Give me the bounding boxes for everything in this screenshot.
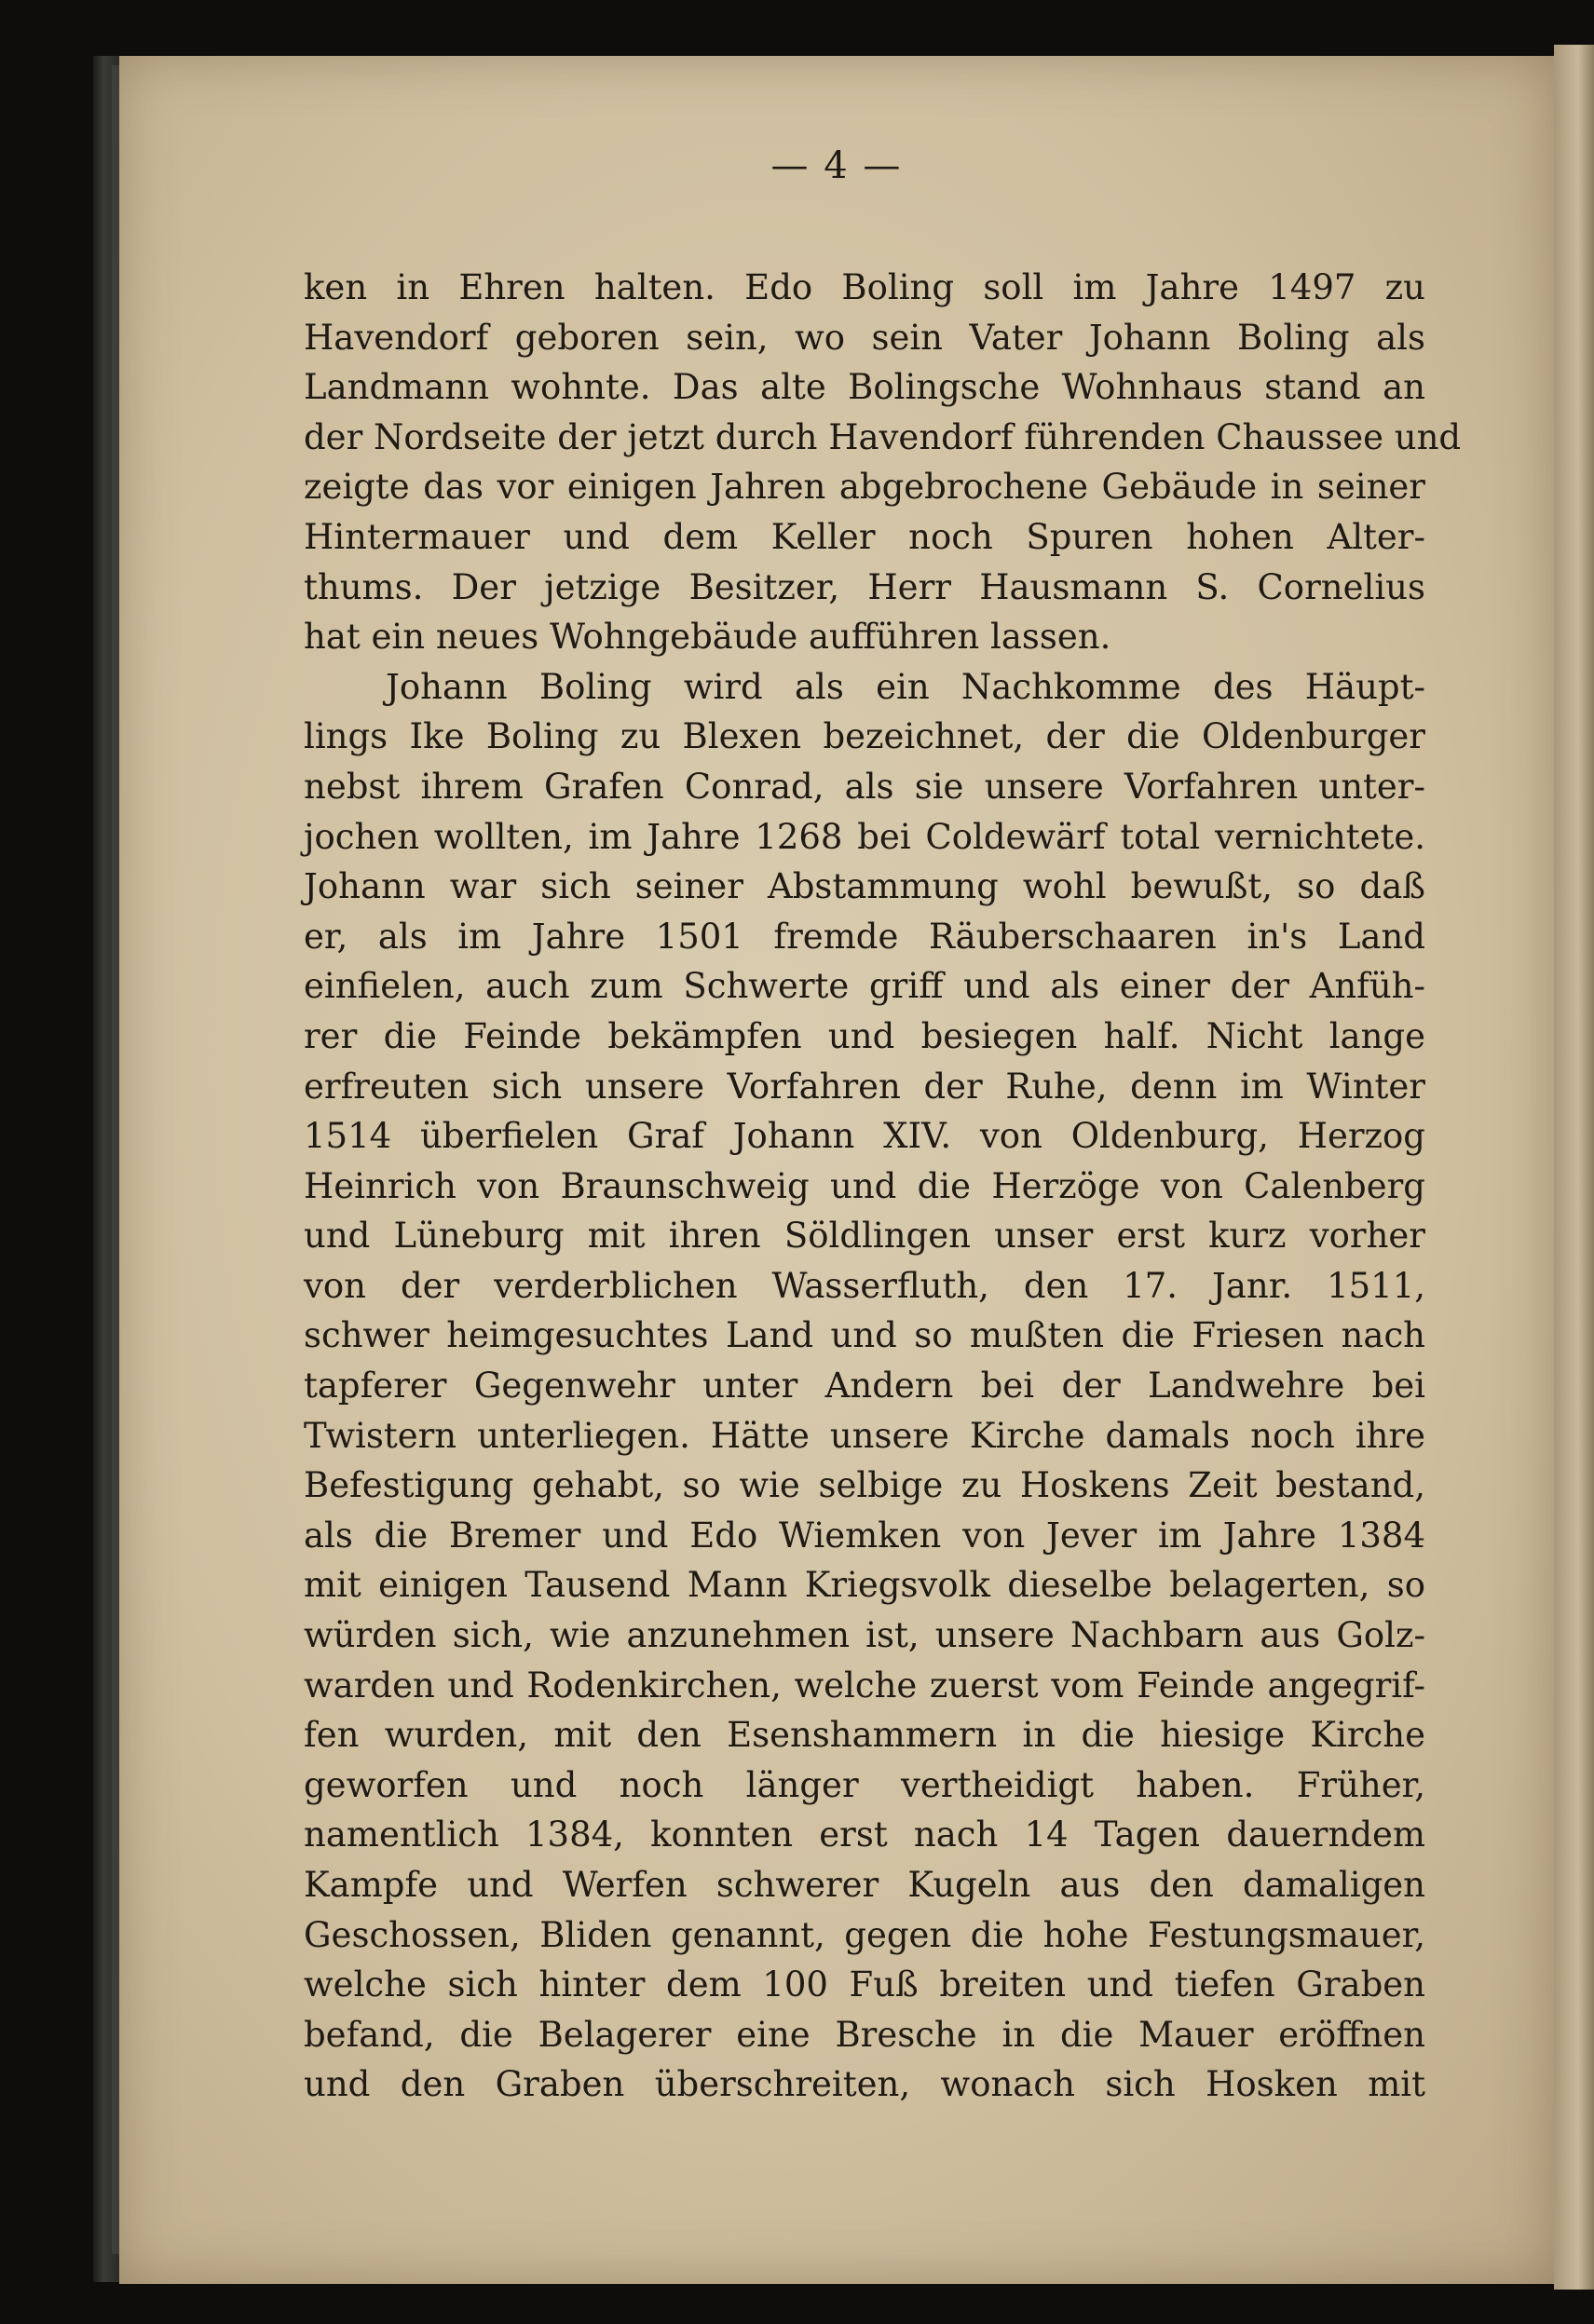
facing-page-edge xyxy=(1554,45,1594,2290)
text-line: Johann Boling wird als ein Nachkomme des Häupt- xyxy=(386,666,1425,707)
text-line: warden und Rodenkirchen, welche zuerst vom Feinde angegrif- xyxy=(304,1665,1425,1706)
text-line: thums. Der jetzige Besitzer, Herr Hausmann S. Cornelius xyxy=(304,566,1425,607)
text-line: Geschossen, Bliden genannt, gegen die hohe Festungsmauer, xyxy=(304,1914,1425,1955)
text-line: Kampfe und Werfen schwerer Kugeln aus den damaligen xyxy=(304,1865,1425,1905)
text-line: der Nordseite der jetzt durch Havendorf führenden Chaussee und xyxy=(304,416,1462,457)
text-line: Havendorf geboren sein, wo sein Vater Johann Boling als xyxy=(304,317,1425,358)
text-line: namentlich 1384, konnten erst nach 14 Tagen dauerndem xyxy=(304,1814,1425,1855)
text-line: lings Ike Boling zu Blexen bezeichnet, der die Oldenburger xyxy=(304,716,1425,757)
text-line: tapferer Gegenwehr unter Andern bei der Landwehre bei xyxy=(304,1366,1425,1407)
body-text xyxy=(304,263,1462,2110)
text-line: fen wurden, mit den Esenshammern in die hiesige Kirche xyxy=(304,1715,1425,1756)
text-line: welche sich hinter dem 100 Fuß breiten und tiefen Graben xyxy=(304,1964,1425,2005)
text-line: zeigte das vor einigen Jahren abgebrochene Gebäude in seiner xyxy=(304,467,1425,508)
text-line: geworfen und noch länger vertheidigt haben. Früher, xyxy=(304,1764,1425,1805)
text-line: Landmann wohnte. Das alte Bolingsche Wohnhaus stand an xyxy=(304,367,1425,408)
text-line: und den Graben überschreiten, wonach sich Hosken mit xyxy=(304,2064,1425,2105)
text-line: Hintermauer und dem Keller noch Spuren hohen Alter- xyxy=(304,516,1425,557)
text-line: Twistern unterliegen. Hätte unsere Kirche damals noch ihre xyxy=(304,1415,1425,1456)
text-line: von der verderblichen Wasserfluth, den 17. Janr. 1511, xyxy=(304,1265,1425,1306)
book-page xyxy=(119,56,1554,2284)
page-number: — 4 — xyxy=(770,144,903,187)
text-line: und Lüneburg mit ihren Söldlingen unser erst kurz vorher xyxy=(304,1216,1425,1257)
text-line: er, als im Jahre 1501 fremde Räuberschaaren in's Land xyxy=(304,916,1425,957)
text-line: mit einigen Tausend Mann Kriegsvolk dieselbe belagerten, so xyxy=(304,1565,1425,1606)
text-line: schwer heimgesuchtes Land und so mußten die Friesen nach xyxy=(304,1315,1425,1356)
text-line: einfielen, auch zum Schwerte griff und als einer der Anfüh- xyxy=(304,966,1425,1007)
text-line: nebst ihrem Grafen Conrad, als sie unsere Vorfahren unter- xyxy=(304,766,1425,807)
text-line: als die Bremer und Edo Wiemken von Jever im Jahre 1384 xyxy=(304,1515,1425,1556)
text-line: 1514 überfielen Graf Johann XIV. von Oldenburg, Herzog xyxy=(304,1116,1425,1157)
text-line: Johann war sich seiner Abstammung wohl bewußt, so daß xyxy=(304,866,1425,907)
text-line: rer die Feinde bekämpfen und besiegen half. Nicht lange xyxy=(304,1015,1425,1056)
text-line: befand, die Belagerer eine Bresche in die Mauer eröffnen xyxy=(304,2014,1425,2055)
text-line: ken in Ehren halten. Edo Boling soll im Jahre 1497 zu xyxy=(304,267,1425,307)
text-line: Heinrich von Braunschweig und die Herzöge von Calenberg xyxy=(304,1165,1425,1206)
text-line: erfreuten sich unsere Vorfahren der Ruhe, denn im Winter xyxy=(304,1066,1425,1107)
text-line: hat ein neues Wohngebäude aufführen lassen. xyxy=(304,617,1111,658)
text-line: jochen wollten, im Jahre 1268 bei Coldewärf total vernichtete. xyxy=(304,816,1425,857)
text-line: würden sich, wie anzunehmen ist, unsere Nachbarn aus Golz- xyxy=(304,1615,1425,1656)
text-line: Befestigung gehabt, so wie selbige zu Hoskens Zeit bestand, xyxy=(304,1465,1425,1506)
